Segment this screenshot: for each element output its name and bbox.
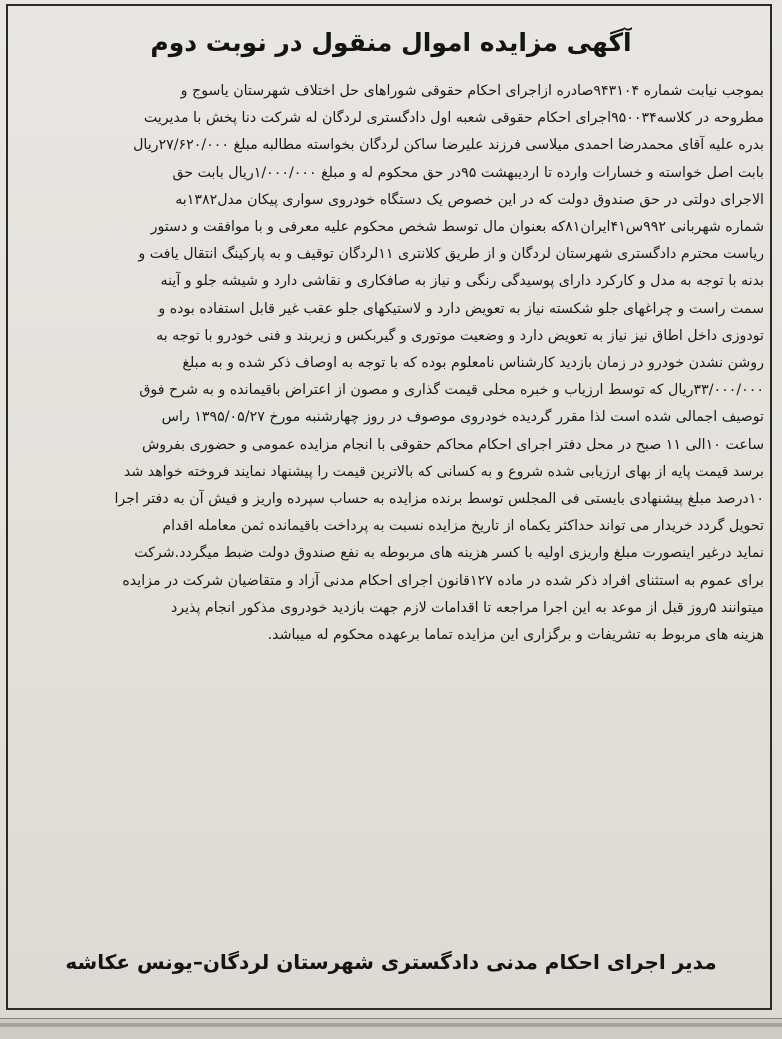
body-line: برسد قیمت پایه از بهای ارزیابی شده شروع و به کسانی که بالاترین قیمت را پیشنهاد نمایند فروخته خواهد شد [123,463,764,480]
body-line: تودوزی داخل اطاق نیز نیاز به تعویض دارد و وضعیت موتوری و گیربکس و زیربند و فنی خودرو با توجه به [156,327,764,344]
body-line: برای عموم به استثنای افراد ذکر شده در ماده ۱۲۷قانون اجرای احکام مدنی آزاد و متقاضیان شرکت در مزایده [122,572,764,589]
body-line: هزینه های مربوط به تشریفات و برگزاری این مزایده تماما برعهده محکوم له میباشد. [267,627,764,644]
body-line: بدنه با توجه به مدل و کارکرد دارای پوسیدگی رنگی و نیاز به صافکاری و نقاشی دارد و شیشه جلو و آینه [160,273,764,290]
body-line: شماره شهربانی ۹۹۲س۴۱ایران۸۱که بعنوان مال توسط شخص محکوم علیه معرفی و با موافقت و دستور [150,219,764,236]
notice-signature: مدیر اجرای احکام مدنی دادگستری شهرستان لردگان–یونس عکاشه [65,950,717,974]
notice-title: آگهی مزایده اموال منقول در نوبت دوم [150,28,632,57]
body-line: ساعت ۱۰الی ۱۱ صبح در محل دفتر اجرای احکام محاکم حقوقی با انجام مزایده عمومی و حضوری بفروش [141,436,764,453]
body-line: روشن نشدن خودرو در زمان بازدید کارشناس نامعلوم بوده که با توجه به اوصاف ذکر شده و به مبلغ [182,355,764,372]
body-line: بموجب نیابت شماره ۹۴۳۱۰۴صادره ازاجرای احکام حقوقی شوراهای حل اختلاف شهرستان یاسوج و [180,83,764,99]
body-line: ریاست محترم دادگستری شهرستان لردگان و از طریق کلانتری ۱۱لردگان توقیف و به پارکینگ انتقال یافت و [138,246,764,263]
body-line: بابت اصل خواسته و خسارات وارده تا اردیبهشت ۹۵در حق محکوم له و مبلغ ۱/۰۰۰/۰۰۰ریال بابت حق [172,164,764,181]
body-line: ۳۳/۰۰۰/۰۰۰ریال که توسط ارزیاب و خبره محلی قیمت گذاری و مصون از اعتراض باقیمانده و به شرح فوق [139,382,764,399]
body-line: ۱۰درصد مبلغ پیشنهادی بایستی فی المجلس توسط برنده مزایده به حساب سپرده واریز و فیش آن به دفتر اجرا [114,491,764,508]
body-line: سمت راست و چراغهای جلو شکسته نیاز به تعویض دارد و لاستیکهای جلو عقب غیر قابل استفاده بوده و [158,300,764,317]
body-line: توصیف اجمالی شده است لذا مقرر گردیده خودروی موصوف در روز چهارشنبه مورخ ۱۳۹۵/۰۵/۲۷ راس [161,409,764,426]
body-line: مطروحه در کلاسه۹۵۰۰۳۴اجرای احکام حقوقی شعبه اول دادگستری لردگان له شرکت دنا پخش با مدیریت [143,110,764,127]
body-line: نماید درغیر اینصورت مبلغ واریزی اولیه با کسر هزینه های مربوطه به نفع صندوق دولت ضبط میگردد.شرکت [134,545,764,562]
body-line: بدره علیه آقای محمدرضا احمدی میلاسی فرزند علیرضا ساکن لردگان بخواسته مطالبه مبلغ ۲۷/۶۲۰/۰۰۰ریال [133,137,764,154]
body-line: تحویل گردد خریدار می تواند حداکثر یکماه از تاریخ مزایده نسبت به پرداخت باقیمانده ثمن معامله اقدام [162,518,764,535]
bottom-page-strip [0,1018,782,1039]
body-line: میتوانند ۵روز قبل از موعد به این اجرا مراجعه تا اقدامات لازم جهت بازدید خودروی مذکور انجام پذیرد [170,599,764,616]
body-line: الاجرای دولتی در حق صندوق دولت که در این خصوص یک دستگاه خودروی سواری پیکان مدل۱۳۸۲به [175,191,764,208]
notice-body [18,78,764,649]
